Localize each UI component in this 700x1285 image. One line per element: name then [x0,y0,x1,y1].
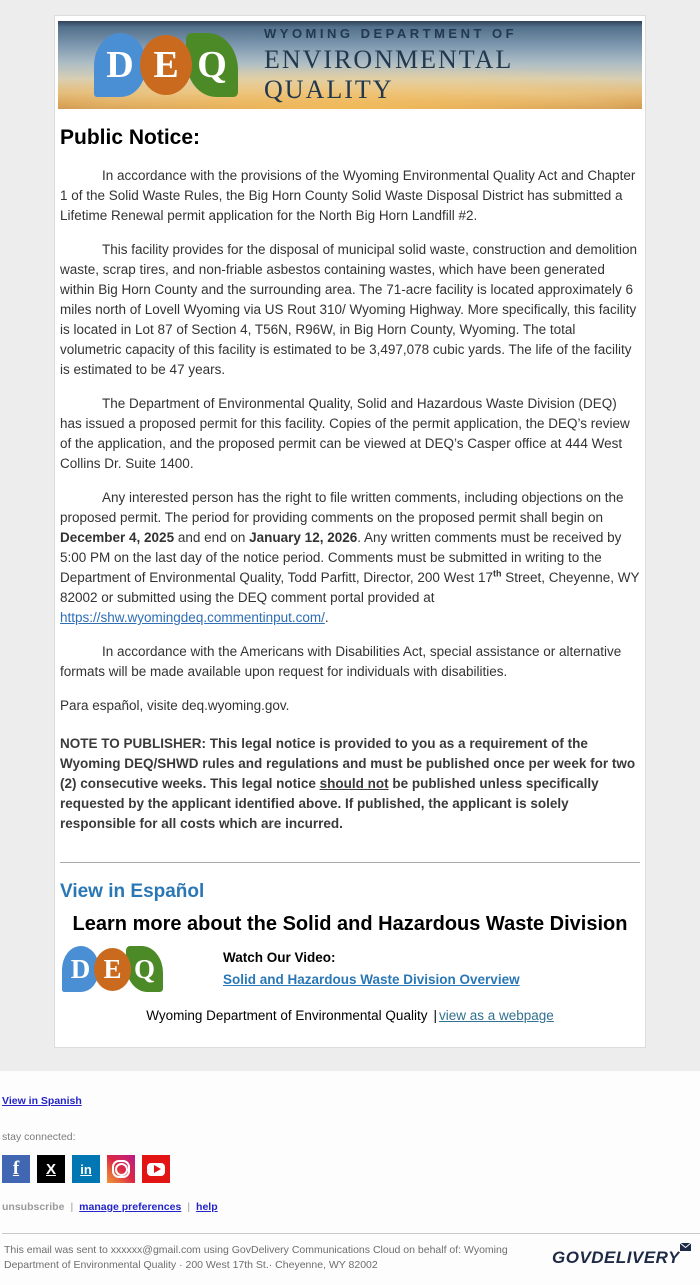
help-link[interactable]: help [196,1201,218,1213]
view-in-espanol-link[interactable]: View in Español [60,881,205,902]
instagram-icon[interactable] [107,1155,135,1183]
govdelivery-logo [552,1248,692,1268]
social-icons-row [2,1155,700,1183]
footer-separator: | [433,1008,437,1023]
org-name: Wyoming Department of Environmental Quality [146,1008,428,1023]
learn-more-heading: Learn more about the Solid and Hazardous Waste Division [72,913,628,935]
agency-name [264,26,642,105]
watch-video-label: Watch Our Video: [223,949,336,965]
video-text-column [223,950,520,989]
logo-letter-e: E [153,44,179,86]
linkedin-icon[interactable] [72,1155,100,1183]
notice-paragraph: Para español, visite deq.wyoming.gov. [60,698,290,713]
x-twitter-icon[interactable] [37,1155,65,1183]
deq-logo-drop-icon [94,33,146,97]
notice-paragraph: In accordance with the Americans with Disabilities Act, special assistance or alternative formats will be made available upon request for individuals with disabilities. [60,644,622,679]
section-divider [60,862,640,863]
view-in-spanish-link[interactable]: View in Spanish [2,1095,82,1107]
facebook-glyph: f [12,1158,20,1179]
subscription-links-row [2,1201,700,1213]
logo-letter-d: D [70,953,91,984]
govdelivery-wordmark: GOVDELIVERY [552,1248,680,1267]
logo-letter-e: E [103,953,122,984]
note-to-publisher: NOTE TO PUBLISHER: This legal notice is provided to you as a requirement of the Wyoming DEQ/SHWD rules and regulations and must be published once per week for two (2) consecutive weeks. This legal notice should not be published unless specifically requested by the applicant identified above. If published, the applicant is solely responsible for all costs which are incurred. [60,736,636,831]
deq-logo-leaf-icon [186,33,238,97]
logo-letter-q: Q [197,44,227,86]
youtube-icon[interactable] [142,1155,170,1183]
govdelivery-footer [0,1071,700,1285]
email-body-card [54,15,646,1048]
govdelivery-strip [2,1233,700,1285]
link-separator: | [187,1201,191,1213]
logo-letter-q: Q [133,953,155,984]
deq-header-banner [58,21,642,109]
deq-logo [94,33,238,97]
view-as-webpage-link[interactable]: view as a webpage [438,1008,554,1023]
agency-name-bottom: ENVIRONMENTAL QUALITY [264,44,513,104]
agency-name-top: WYOMING DEPARTMENT OF [264,25,518,41]
notice-paragraph: In accordance with the provisions of the Wyoming Environmental Quality Act and Chapter 1 of the Solid Waste Rules, the Big Horn County Solid Waste Disposal District has submitted a Lifetime Renewal permit application for the North Big Horn Landfill #2. [60,168,636,223]
deq-logo-small [62,946,163,992]
logo-letter-d: D [106,44,134,86]
video-overview-link[interactable]: Solid and Hazardous Waste Division Overview [223,971,520,987]
manage-preferences-link[interactable]: manage preferences [79,1201,182,1213]
notice-paragraph: Any interested person has the right to file written comments, including objections on the proposed permit. The period for providing comments on the proposed permit shall begin on December 4, 2025 and end on January 12, 2026. Any written comments must be received by 5:00 PM on the last day of the notice period. Comments must be submitted in writing to the Department of Environmental Quality, Todd Parfitt, Director, 200 West 17th Street, Cheyenne, WY 82002 or submitted using the DEQ comment portal provided at https://shw.wyomingdeq.commentinput.com/. [60,490,640,625]
card-footer-line [60,1008,640,1023]
notice-paragraph: This facility provides for the disposal of municipal solid waste, construction and demolition waste, scrap tires, and non-friable asbestos containing wastes, which have been generated within Big Horn County and the surrounding area. The 71-acre facility is located approximately 6 miles north of Lovell Wyoming via US Rout 310/ Wyoming Highway. More specifically, this facility is located in Lot 87 of Section 4, T56N, R96W, in Big Horn County, Wyoming. The total volumetric capacity of this facility is estimated to be 3,497,078 cubic yards. The life of the facility is estimated to be 47 years. [60,242,638,377]
notice-content [58,126,642,1023]
page-title: Public Notice: [60,126,201,149]
stay-connected-label: stay connected: [2,1131,76,1143]
unsubscribe-link[interactable]: unsubscribe [2,1201,65,1213]
facebook-icon[interactable] [2,1155,30,1183]
linkedin-glyph: in [80,1161,92,1177]
deq-logo-leaf-icon [126,946,163,992]
deq-logo-sun-icon [140,35,192,95]
video-promo-row [60,946,640,992]
link-separator: | [70,1201,74,1213]
sent-disclaimer-text: This email was sent to xxxxxx@gmail.com using GovDelivery Communications Cloud on behalf of: Wyoming Department of Environmental Quality · 200 West 17th St.· Cheyenne, WY 82002 [4,1244,508,1271]
notice-paragraph: The Department of Environmental Quality, Solid and Hazardous Waste Division (DEQ) has issued a proposed permit for this facility. Copies of the permit application, the DEQ’s review of the application, and the proposed permit can be viewed at DEQ’s Casper office at 444 West Collins Dr. Suite 1400. [60,396,630,471]
x-glyph: X [45,1160,56,1178]
envelope-icon [679,1242,692,1253]
deq-logo-sun-icon [94,948,131,991]
inline-link[interactable]: https://shw.wyomingdeq.commentinput.com/ [60,610,325,625]
